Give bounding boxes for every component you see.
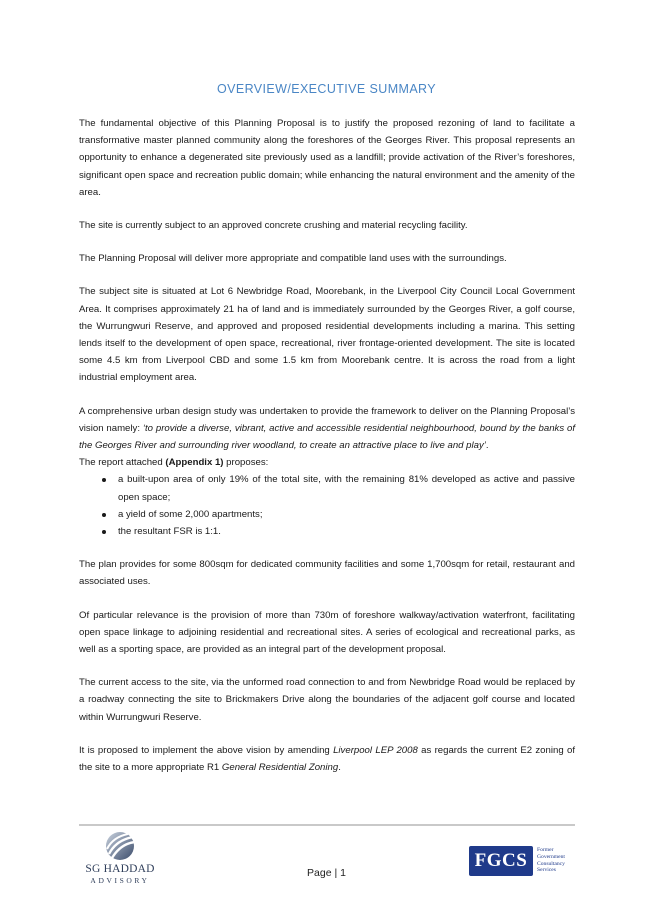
- rezoning-mid-text: as regards the current E2 zoning of the site to a more appropriate R1: [79, 744, 575, 774]
- vision-end-text: .: [485, 440, 489, 452]
- vision-lead-text: A comprehensive urban design study was undertaken to provide the framework to deliver on the Planning Proposal’s vision namely:: [79, 405, 575, 434]
- page-title: OVERVIEW/EXECUTIVE SUMMARY: [216, 82, 436, 96]
- fgcs-mark: FGCS: [469, 846, 533, 876]
- list-item: the resultant FSR is 1:1.: [79, 523, 575, 540]
- lep-reference: Liverpool LEP 2008: [333, 744, 418, 756]
- paragraph-land-uses: The Planning Proposal will deliver more appropriate and compatible land uses with the surroundings.: [79, 253, 507, 265]
- zoning-reference: General Residential Zoning: [221, 762, 339, 774]
- report-end-text: proposes:: [223, 457, 269, 469]
- fgcs-logo: [469, 846, 575, 876]
- fgcs-tagline-line: Services: [537, 867, 556, 874]
- paragraph-rezoning: [79, 742, 575, 776]
- paragraph-objective: The fundamental objective of this Planning Proposal is to justify the proposed rezoning of land to facilitate a transformative master planned community along the foreshores of the Georges River. This proposal represents an opportunity to enhance a degenerated site previously used as a landfill; provide activation of the River’s foreshores, significant open space and recreation public domain; while enhancing the natural environment and the amenity of the area.: [79, 118, 575, 198]
- list-item: a built-upon area of only 19% of the total site, with the remaining 81% developed as active and passive open space;: [79, 471, 575, 505]
- sg-haddad-name: SG HADDAD: [85, 863, 155, 875]
- report-lead-text: The report attached: [79, 457, 166, 469]
- fgcs-tagline-line: Government: [537, 853, 565, 860]
- fgcs-tagline-line: Former: [537, 847, 554, 853]
- sg-haddad-subtitle: ADVISORY: [90, 876, 150, 885]
- fgcs-tagline: [537, 847, 565, 874]
- page-number: Page | 1: [307, 867, 346, 879]
- document-body: [79, 115, 575, 792]
- paragraph-vision: [79, 403, 575, 472]
- footer-divider: [79, 824, 575, 826]
- appendix-reference: (Appendix 1): [165, 457, 224, 469]
- paragraph-site-description: The subject site is situated at Lot 6 Newbridge Road, Moorebank, in the Liverpool City Council Local Government Area. It comprises approximately 21 ha of land and is immediately surrounded by the Georges River, a golf course, the Wurrungwuri Reserve, and approved and proposed residential developments including a marina. This setting lends itself to the development of open space, recreational, river frontage-oriented development. The site is located some 4.5 km from Liverpool CBD and some 1.5 km from Moorebank centre. It is across the road from a light industrial employment area.: [79, 286, 575, 384]
- proposal-bullet-list: [79, 471, 575, 540]
- paragraph-current-use: The site is currently subject to an approved concrete crushing and material recycling facility.: [79, 220, 468, 232]
- paragraph-access: The current access to the site, via the unformed road connection to and from Newbridge Road would be replaced by a roadway connecting the site to Brickmakers Drive along the boundaries of the adjacent golf course and located within Wurrungwuri Reserve.: [79, 677, 575, 723]
- sg-haddad-logo-icon: [100, 830, 140, 862]
- fgcs-tagline-line: Consultancy: [537, 860, 565, 867]
- paragraph-facilities: The plan provides for some 800sqm for dedicated community facilities and some 1,700sqm for retail, restaurant and associated uses.: [79, 559, 575, 588]
- rezoning-end-text: .: [338, 762, 341, 774]
- vision-quote: ‘to provide a diverse, vibrant, active and accessible residential neighbourhood, bound by the banks of the Georges River and surrounding river woodland, to create an attractive place to live and play’: [79, 422, 576, 452]
- rezoning-lead-text: It is proposed to implement the above vision by amending: [79, 744, 334, 756]
- list-item: a yield of some 2,000 apartments;: [79, 506, 575, 523]
- paragraph-foreshore: Of particular relevance is the provision of more than 730m of foreshore walkway/activation waterfront, facilitating open space linkage to adjoining residential and recreational sites. A series of ecological and recreational parks, as well as a sporting space, are provided as an integral part of the development proposal.: [79, 609, 575, 656]
